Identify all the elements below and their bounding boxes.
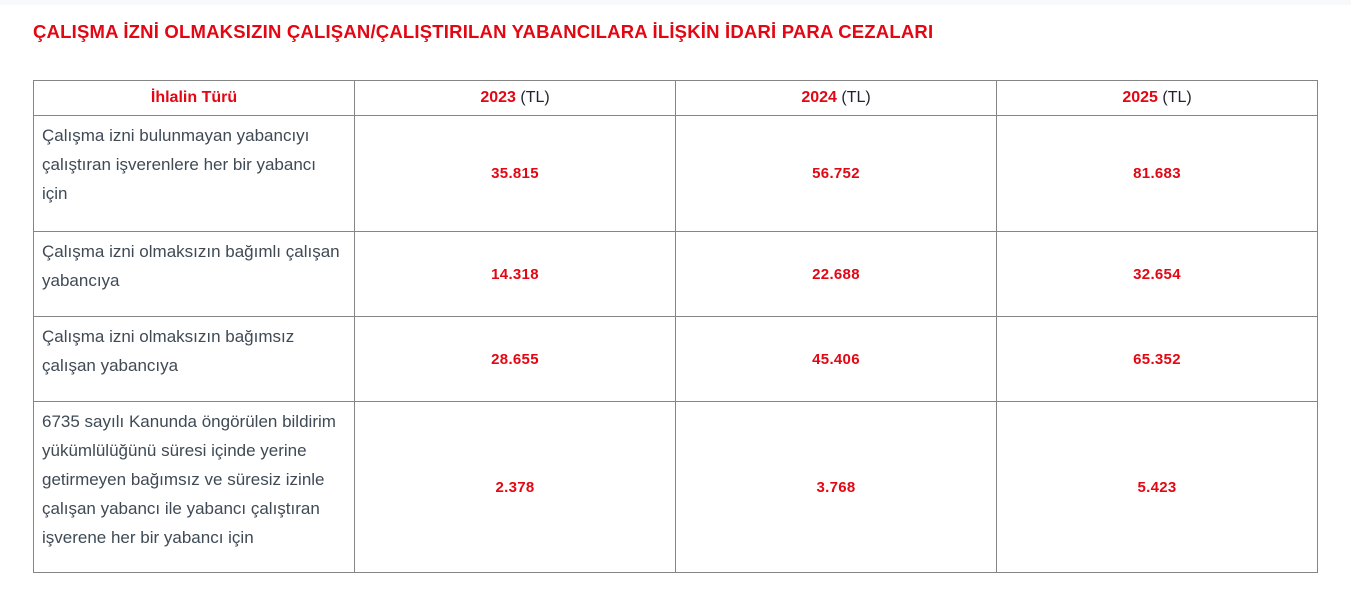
fine-value-2025: 5.423 bbox=[997, 402, 1318, 573]
page-content bbox=[0, 5, 1351, 603]
table-header-row bbox=[34, 81, 1318, 116]
header-year-2024 bbox=[676, 81, 997, 116]
fine-value-2023: 28.655 bbox=[355, 317, 676, 402]
year-label: 2025 bbox=[1122, 89, 1158, 106]
year-label: 2023 bbox=[480, 89, 516, 106]
fine-value-2025: 65.352 bbox=[997, 317, 1318, 402]
violation-label: Çalışma izni bulunmayan yabancıyı çalıştıran işverenlere her bir yabancı için bbox=[34, 116, 355, 232]
fine-value-2025: 32.654 bbox=[997, 232, 1318, 317]
header-violation-type: İhlalin Türü bbox=[34, 81, 355, 116]
fine-value-2024: 3.768 bbox=[676, 402, 997, 573]
fine-value-2023: 35.815 bbox=[355, 116, 676, 232]
fine-value-2023: 2.378 bbox=[355, 402, 676, 573]
unit-label: (TL) bbox=[841, 89, 871, 106]
violation-label: Çalışma izni olmaksızın bağımsız çalışan yabancıya bbox=[34, 317, 355, 402]
fine-value-2025: 81.683 bbox=[997, 116, 1318, 232]
table-row bbox=[34, 317, 1318, 402]
fines-table bbox=[33, 80, 1318, 573]
table-row bbox=[34, 402, 1318, 573]
fine-value-2024: 22.688 bbox=[676, 232, 997, 317]
unit-label: (TL) bbox=[1162, 89, 1192, 106]
table-row bbox=[34, 232, 1318, 317]
page-title: ÇALIŞMA İZNİ OLMAKSIZIN ÇALIŞAN/ÇALIŞTIRILAN YABANCILARA İLİŞKİN İDARİ PARA CEZALARI bbox=[33, 21, 934, 42]
year-label: 2024 bbox=[801, 89, 837, 106]
table-row bbox=[34, 116, 1318, 232]
header-year-2023 bbox=[355, 81, 676, 116]
unit-label: (TL) bbox=[520, 89, 550, 106]
fine-value-2024: 45.406 bbox=[676, 317, 997, 402]
fine-value-2024: 56.752 bbox=[676, 116, 997, 232]
violation-label: Çalışma izni olmaksızın bağımlı çalışan yabancıya bbox=[34, 232, 355, 317]
header-year-2025 bbox=[997, 81, 1318, 116]
fine-value-2023: 14.318 bbox=[355, 232, 676, 317]
violation-label: 6735 sayılı Kanunda öngörülen bildirim yükümlülüğünü süresi içinde yerine getirmeyen bağımsız ve süresiz izinle çalışan yabancı ile yabancı çalıştıran işverene her bir yabancı için bbox=[34, 402, 355, 573]
